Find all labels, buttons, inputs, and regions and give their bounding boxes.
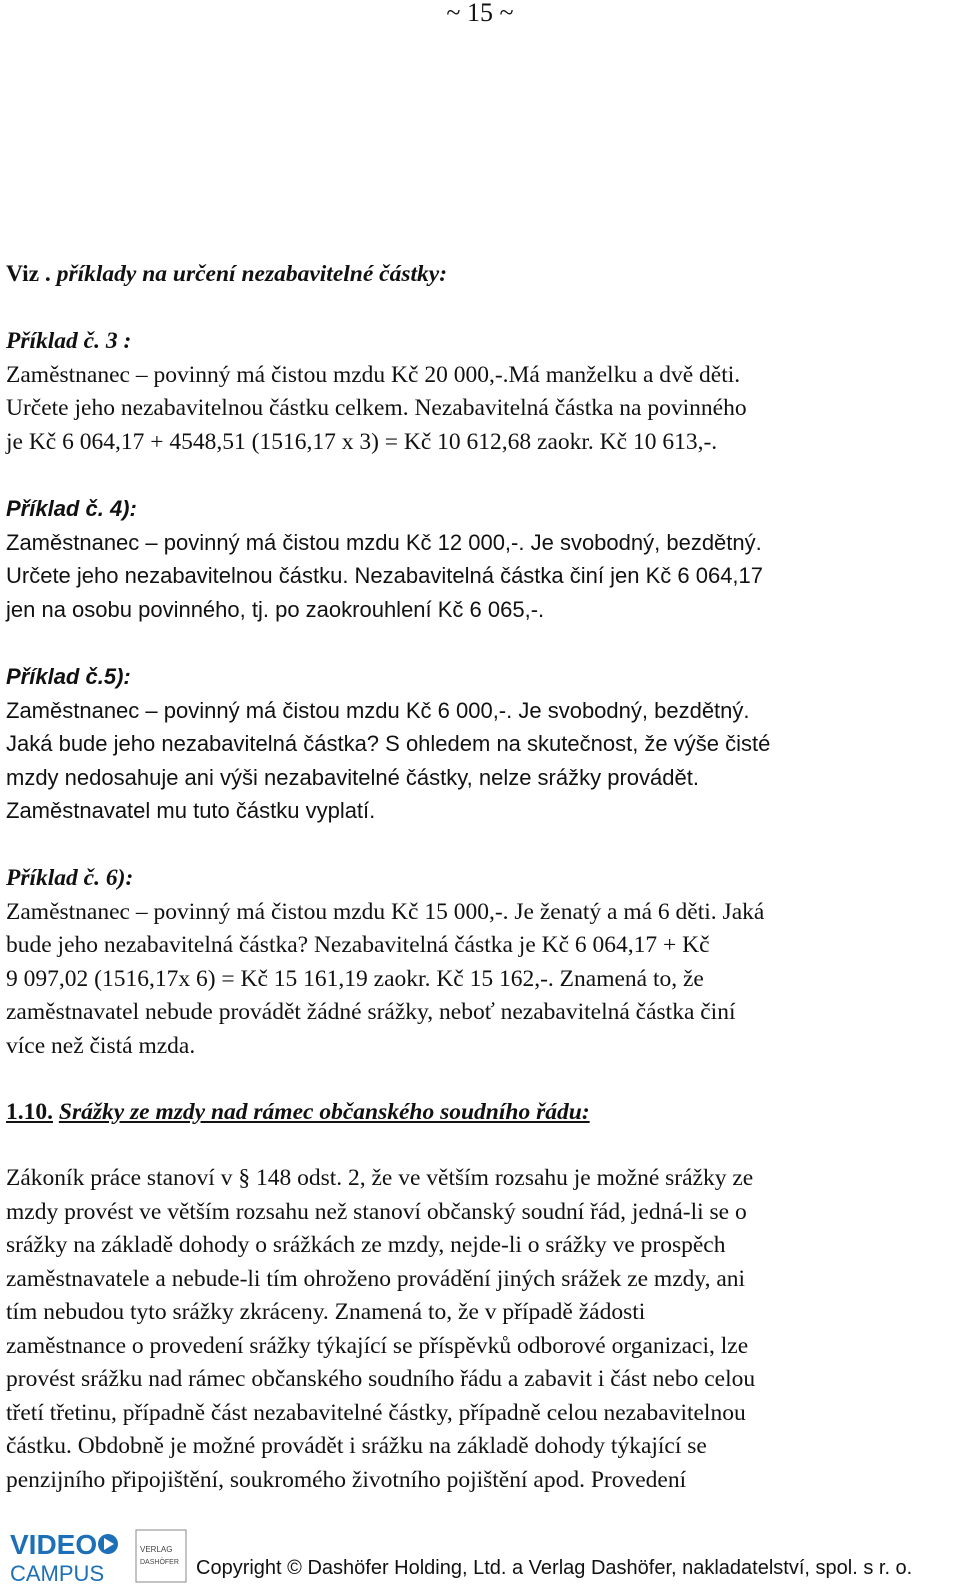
section-line: částku. Obdobně je možné provádět i srážku na základě dohody týkající se (6, 1433, 707, 1459)
example-4-line: Určete jeho nezabavitelnou částku. Nezabavitelná částka činí jen Kč 6 064,17 (6, 563, 764, 588)
intro-line (6, 258, 447, 292)
example-6 (6, 862, 764, 1063)
example-4-line: Zaměstnanec – povinný má čistou mzdu Kč 12 000,-. Je svobodný, bezdětný. (6, 529, 762, 555)
example-6-line: Zaměstnanec – povinný má čistou mzdu Kč 15 000,-. Je ženatý a má 6 děti. Jaká (6, 898, 765, 925)
publisher-text-2: DASHÖFER (140, 1559, 179, 1566)
section-line: srážky na základě dohody o srážkách ze mzdy, nejde-li o srážky ve prospěch (6, 1232, 726, 1258)
section-title: Srážky ze mzdy nad rámec občanského soudního řádu: (58, 1099, 590, 1125)
videocampus-logo-graphic (8, 1526, 188, 1586)
example-5-line: Zaměstnanec – povinný má čistou mzdu Kč 6 000,-. Je svobodný, bezdětný. (6, 697, 750, 723)
example-5-heading: Příklad č.5): (6, 664, 131, 689)
section-body (6, 1162, 755, 1497)
section-line: zaměstnance o provedení srážky týkající se příspěvků odborové organizaci, lze (6, 1332, 749, 1359)
section-line: tím nebudou tyto srážky zkráceny. Znamená to, že v případě žádosti (6, 1299, 646, 1325)
example-4-heading: Příklad č. 4): (6, 496, 137, 521)
example-3-heading: Příklad č. 3 : (6, 328, 132, 354)
section-line: penzijního připojištění, soukromého životního pojištění apod. Provedení (6, 1466, 687, 1493)
example-6-line: bude jeho nezabavitelná částka? Nezabavitelná částka je Kč 6 064,17 + Kč (6, 932, 710, 958)
example-5-line: mzdy nedosahuje ani výši nezabavitelné částky, nelze srážky provádět. (6, 764, 699, 790)
section-line: zaměstnavatele a nebude-li tím ohroženo provádění jiných srážek ze mzdy, ani (6, 1265, 746, 1292)
example-3-line: Zaměstnanec – povinný má čistou mzdu Kč 20 000,-.Má manželku a dvě děti. (6, 361, 741, 388)
page-number: ~ 15 ~ (446, 0, 514, 27)
example-5 (6, 660, 770, 828)
section-line: Zákoník práce stanoví v § 148 odst. 2, že ve větším rozsahu je možné srážky ze (6, 1165, 754, 1191)
example-6-line: zaměstnavatel nebude provádět žádné srážky, neboť nezabavitelná částka činí (6, 999, 736, 1025)
example-3-line: Určete jeho nezabavitelnou částku celkem. Nezabavitelná částka na povinného (6, 395, 747, 421)
example-6-heading: Příklad č. 6): (6, 865, 134, 891)
example-6-line: více než čistá mzda. (6, 1032, 196, 1059)
example-3 (6, 325, 747, 459)
footer-copyright: Copyright © Dashöfer Holding, Ltd. a Verlag Dashöfer, nakladatelství, spol. s r. o. (196, 1557, 913, 1579)
example-5-line: Zaměstnavatel mu tuto částku vyplatí. (6, 798, 376, 823)
example-4-line: jen na osobu povinného, tj. po zaokrouhlení Kč 6 065,-. (6, 596, 545, 622)
section-line: třetí třetinu, případně část nezabavitelné částky, případně celou nezabavitelnou (6, 1399, 746, 1426)
example-4 (6, 492, 763, 626)
publisher-text-1: VERLAG (140, 1545, 173, 1554)
intro-prefix: Viz . (6, 261, 57, 287)
logo-text-campus: CAMPUS (10, 1561, 105, 1586)
example-3-line: je Kč 6 064,17 + 4548,51 (1516,17 x 3) = Kč 10 612,68 zaokr. Kč 10 613,-. (6, 428, 718, 455)
publisher-badge (136, 1530, 186, 1582)
intro-italic: příklady na určení nezabavitelné částky: (56, 261, 448, 287)
logo-text-video: VIDEO (10, 1529, 98, 1560)
videocampus-logo (8, 1526, 188, 1586)
example-6-line: 9 097,02 (1516,17x 6) = Kč 15 161,19 zaokr. Kč 15 162,-. Znamená to, že (6, 965, 704, 992)
section-line: mzdy provést ve větším rozsahu než stanoví občanský soudní řád, jedná-li se o (6, 1198, 747, 1225)
section-line: provést srážku nad rámec občanského soudního řádu a zabavit i část nebo celou (6, 1366, 756, 1392)
example-5-line: Jaká bude jeho nezabavitelná částka? S ohledem na skutečnost, že výše čisté (6, 731, 771, 756)
section-number: 1.10. (6, 1099, 53, 1125)
section-heading (6, 1096, 590, 1130)
